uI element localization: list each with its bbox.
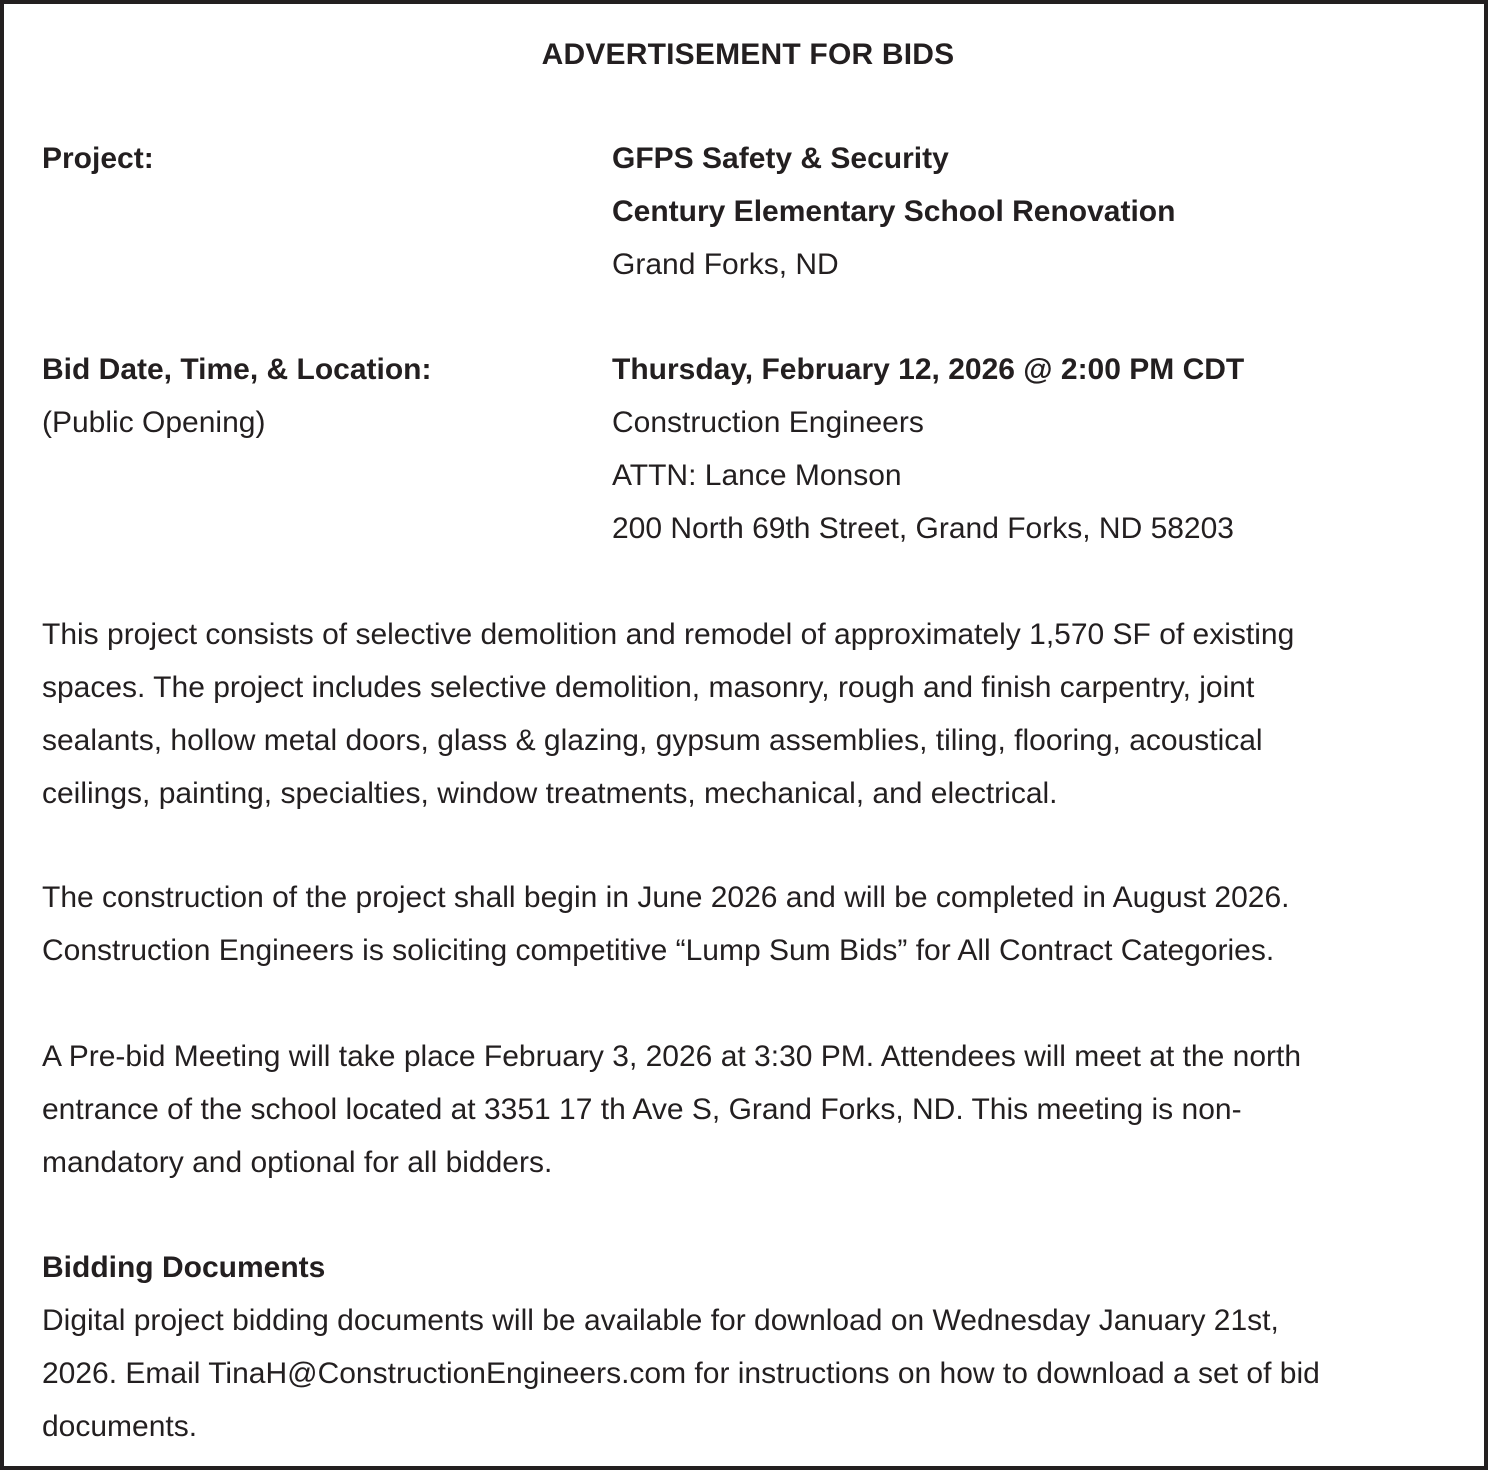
prebid-paragraph — [42, 1030, 1462, 1189]
scope-paragraph — [42, 608, 1462, 820]
scope-line: spaces. The project includes selective demolition, masonry, rough and finish carpentry, joint — [42, 671, 1255, 704]
prebid-line: A Pre-bid Meeting will take place February 3, 2026 at 3:30 PM. Attendees will meet at the north — [42, 1040, 1302, 1073]
project-label: Project: — [42, 142, 154, 175]
bid-address: 200 North 69th Street, Grand Forks, ND 58203 — [612, 512, 1234, 545]
scope-line: ceilings, painting, specialties, window treatments, mechanical, and electrical. — [42, 777, 1058, 810]
schedule-paragraph — [42, 871, 1462, 977]
bid-company: Construction Engineers — [612, 406, 924, 439]
bid-date-label: Bid Date, Time, & Location: — [42, 353, 432, 386]
project-school: Century Elementary School Renovation — [612, 195, 1176, 228]
page-title: ADVERTISEMENT FOR BIDS — [541, 38, 955, 71]
bidding-documents-section — [42, 1241, 1462, 1453]
bidding-documents-heading: Bidding Documents — [42, 1251, 326, 1284]
schedule-line: The construction of the project shall begin in June 2026 and will be completed in August 2026. — [42, 881, 1290, 914]
scope-line: This project consists of selective demolition and remodel of approximately 1,570 SF of existing — [42, 618, 1295, 651]
bid-datetime: Thursday, February 12, 2026 @ 2:00 PM CDT — [612, 353, 1245, 386]
prebid-line: mandatory and optional for all bidders. — [42, 1146, 553, 1179]
project-location: Grand Forks, ND — [612, 248, 839, 281]
bidding-documents-line: Digital project bidding documents will be available for download on Wednesday January 21st, — [42, 1304, 1279, 1337]
project-name: GFPS Safety & Security — [612, 142, 949, 175]
bidding-documents-line: documents. — [42, 1410, 198, 1443]
scope-line: sealants, hollow metal doors, glass & glazing, gypsum assemblies, tiling, flooring, acoustical — [42, 724, 1263, 757]
bid-attention: ATTN: Lance Monson — [612, 459, 902, 492]
prebid-line: entrance of the school located at 3351 17 th Ave S, Grand Forks, ND. This meeting is non- — [42, 1093, 1242, 1126]
public-opening-label: (Public Opening) — [42, 406, 266, 439]
bidding-documents-line: 2026. Email TinaH@ConstructionEngineers.com for instructions on how to download a set of bid — [42, 1357, 1320, 1390]
schedule-line: Construction Engineers is soliciting competitive “Lump Sum Bids” for All Contract Categories. — [42, 934, 1275, 967]
